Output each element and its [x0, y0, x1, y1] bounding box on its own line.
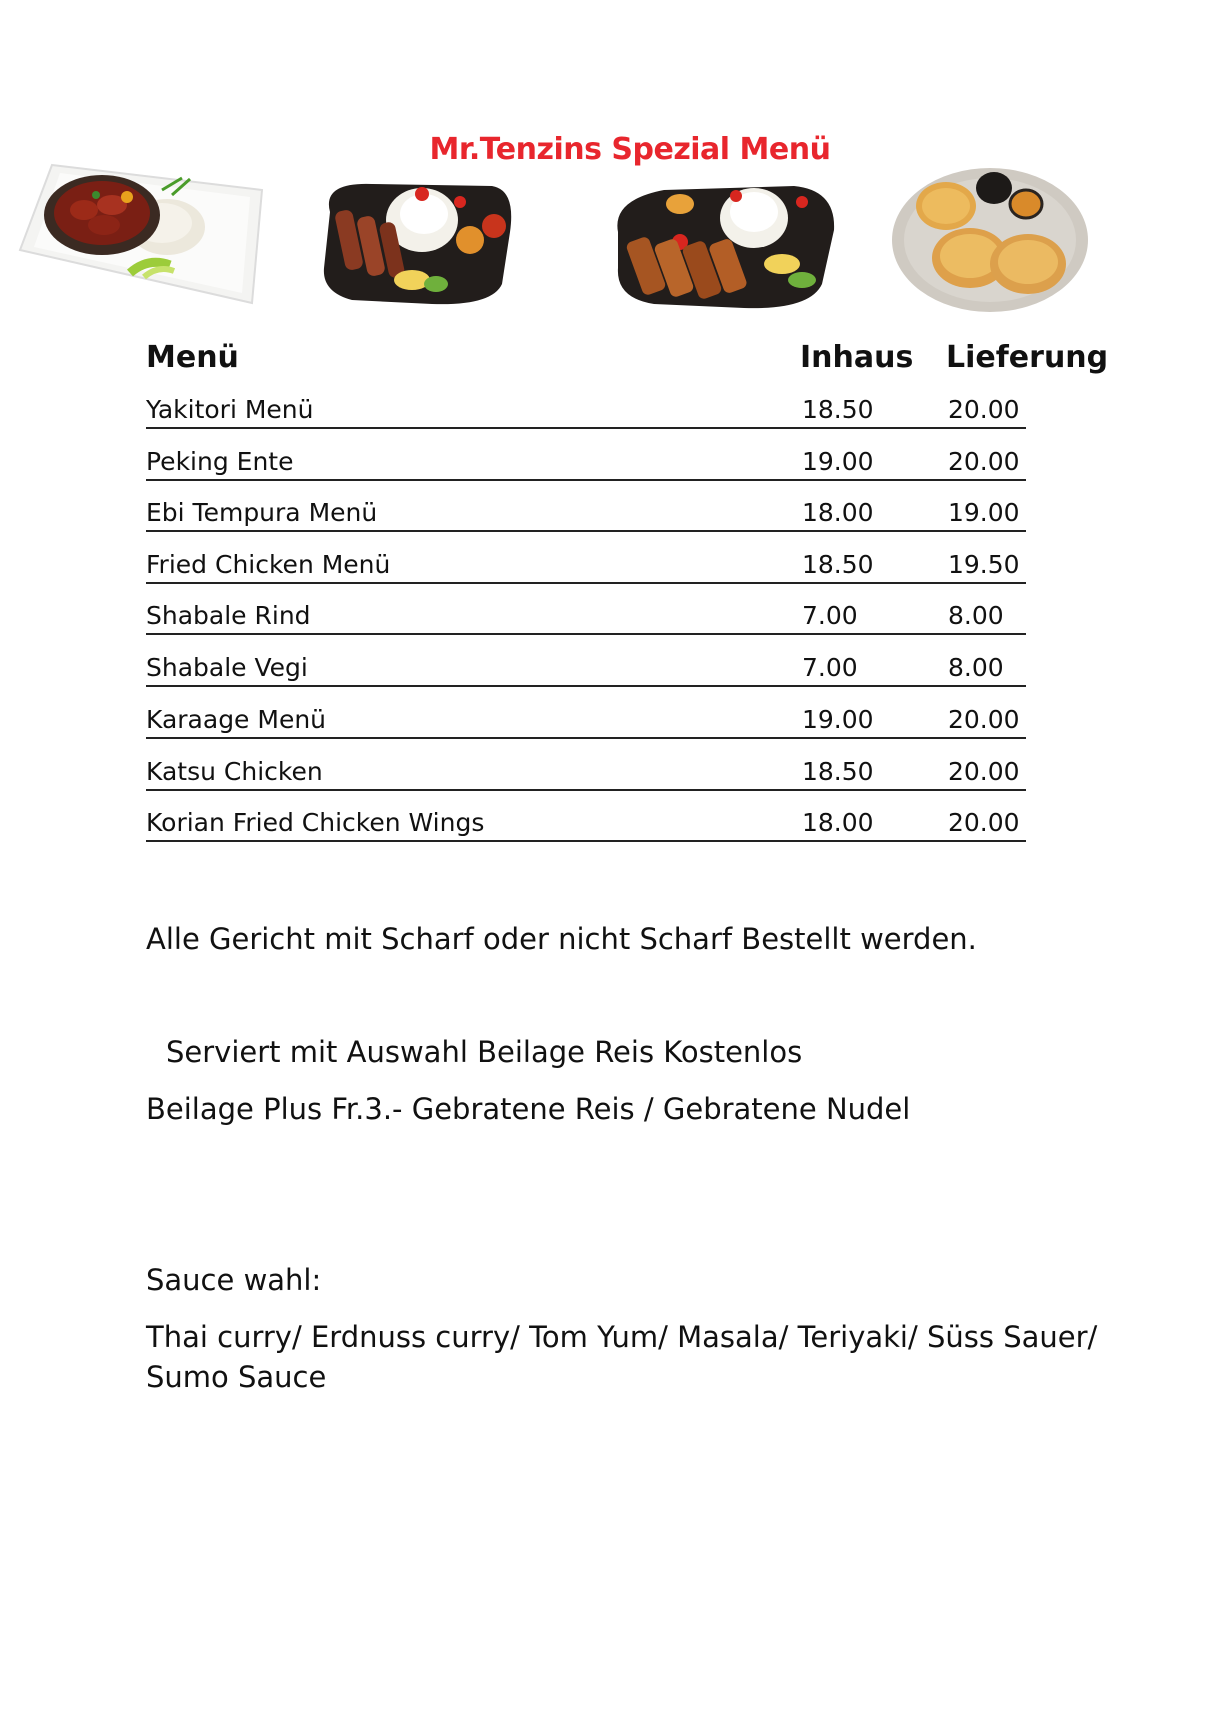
item-price-lieferung: 19.00	[948, 498, 1020, 527]
table-row	[146, 755, 1026, 795]
item-price-lieferung: 20.00	[948, 705, 1020, 734]
table-row	[146, 651, 1026, 691]
item-price-lieferung: 20.00	[948, 808, 1020, 837]
item-name: Yakitori Menü	[146, 395, 314, 424]
katsu-chicken-rice-plate-icon	[604, 172, 844, 312]
row-underline	[146, 530, 1026, 532]
item-price-inhaus: 7.00	[802, 601, 858, 630]
table-row	[146, 445, 1026, 485]
sauce-label: Sauce wahl:	[146, 1263, 322, 1297]
table-row	[146, 599, 1026, 639]
item-price-inhaus: 19.00	[802, 705, 874, 734]
yakitori-rice-plate-icon	[312, 172, 518, 308]
item-price-inhaus: 18.00	[802, 498, 874, 527]
side-plus-note: Beilage Plus Fr.3.- Gebratene Reis / Gebratene Nudel	[146, 1092, 911, 1126]
item-price-inhaus: 7.00	[802, 653, 858, 682]
row-underline	[146, 789, 1026, 791]
item-price-inhaus: 18.50	[802, 757, 874, 786]
header-menu: Menü	[146, 340, 239, 375]
row-underline	[146, 685, 1026, 687]
row-underline	[146, 633, 1026, 635]
spicy-note: Alle Gericht mit Scharf oder nicht Scharf Bestellt werden.	[146, 922, 977, 956]
row-underline	[146, 840, 1026, 842]
item-price-inhaus: 18.00	[802, 808, 874, 837]
item-price-lieferung: 20.00	[948, 447, 1020, 476]
sauce-options-continued: Sumo Sauce	[146, 1360, 327, 1394]
item-name: Shabale Rind	[146, 601, 311, 630]
row-underline	[146, 427, 1026, 429]
header-lieferung: Lieferung	[946, 340, 1109, 375]
sauce-options: Thai curry/ Erdnuss curry/ Tom Yum/ Masala/ Teriyaki/ Süss Sauer/	[146, 1320, 1098, 1354]
item-price-lieferung: 20.00	[948, 395, 1020, 424]
item-price-inhaus: 18.50	[802, 395, 874, 424]
chicken-wings-rice-plate-icon	[12, 155, 264, 305]
item-price-lieferung: 8.00	[948, 653, 1004, 682]
table-row	[146, 496, 1026, 536]
item-price-inhaus: 18.50	[802, 550, 874, 579]
item-name: Korian Fried Chicken Wings	[146, 808, 485, 837]
fried-dumplings-plate-icon	[890, 166, 1090, 314]
served-note: Serviert mit Auswahl Beilage Reis Kostenlos	[166, 1035, 803, 1069]
table-row	[146, 393, 1026, 433]
item-name: Ebi Tempura Menü	[146, 498, 378, 527]
table-row	[146, 548, 1026, 588]
row-underline	[146, 582, 1026, 584]
table-row	[146, 703, 1026, 743]
header-inhaus: Inhaus	[800, 340, 914, 375]
item-name: Fried Chicken Menü	[146, 550, 391, 579]
item-price-lieferung: 8.00	[948, 601, 1004, 630]
table-row	[146, 806, 1026, 846]
item-name: Katsu Chicken	[146, 757, 323, 786]
row-underline	[146, 737, 1026, 739]
row-underline	[146, 479, 1026, 481]
item-name: Shabale Vegi	[146, 653, 308, 682]
item-name: Peking Ente	[146, 447, 294, 476]
item-name: Karaage Menü	[146, 705, 327, 734]
item-price-inhaus: 19.00	[802, 447, 874, 476]
page-title: Mr.Tenzins Spezial Menü	[429, 132, 831, 167]
item-price-lieferung: 20.00	[948, 757, 1020, 786]
item-price-lieferung: 19.50	[948, 550, 1020, 579]
